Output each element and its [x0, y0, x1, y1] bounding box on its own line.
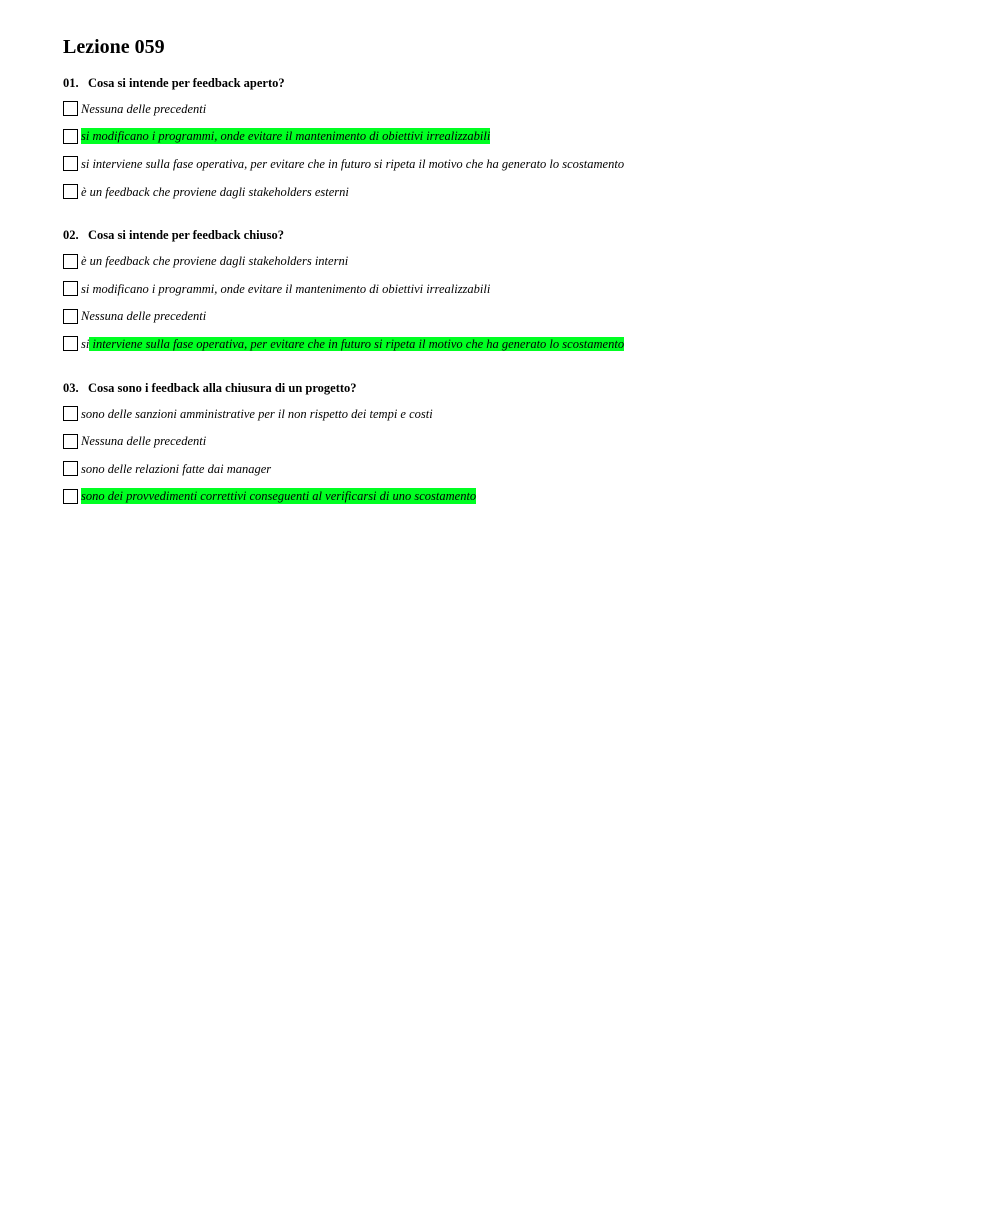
question-label: Cosa si intende per feedback aperto?	[88, 76, 285, 90]
answer-option	[63, 178, 963, 206]
checkbox[interactable]	[63, 309, 78, 324]
answer-text: si interviene sulla fase operativa, per evitare che in futuro si ripeta il motivo che ha generato lo scostamento	[81, 156, 625, 171]
answer-text-highlighted: si modificano i programmi, onde evitare il mantenimento di obiettivi irrealizzabili	[81, 129, 491, 144]
answer-option	[63, 427, 963, 455]
question-number: 02.	[63, 228, 79, 243]
answer-text: è un feedback che proviene dagli stakeholders esterni	[81, 184, 349, 199]
answer-text-highlighted: sono dei provvedimenti correttivi conseguenti al verificarsi di uno scostamento	[81, 489, 477, 504]
checkbox[interactable]	[63, 156, 78, 171]
checkbox[interactable]	[63, 129, 78, 144]
answer-option-correct	[63, 123, 963, 151]
checkbox[interactable]	[63, 406, 78, 421]
answer-text: sono delle relazioni fatte dai manager	[81, 461, 272, 476]
answer-text-highlighted: interviene sulla fase operativa, per evitare che in futuro si ripeta il motivo che ha generato lo scostamento	[89, 336, 625, 351]
answer-text: sono delle sanzioni amministrative per il non rispetto dei tempi e costi	[81, 406, 433, 421]
question-01	[63, 74, 963, 205]
answer-option	[63, 275, 963, 303]
question-number: 03.	[63, 380, 79, 395]
answer-text	[81, 336, 624, 352]
checkbox[interactable]	[63, 101, 78, 116]
answer-option	[63, 150, 963, 178]
answer-text: Nessuna delle precedenti	[81, 101, 207, 116]
answer-text: Nessuna delle precedenti	[81, 309, 207, 324]
answer-option-correct	[63, 483, 963, 511]
checkbox[interactable]	[63, 184, 78, 199]
question-label: Cosa si intende per feedback chiuso?	[88, 228, 284, 243]
question-text	[63, 226, 963, 244]
answer-option	[63, 400, 963, 428]
question-03	[63, 379, 963, 510]
checkbox[interactable]	[63, 254, 78, 269]
checkbox[interactable]	[63, 489, 78, 504]
answer-text: si modificano i programmi, onde evitare il mantenimento di obiettivi irrealizzabili	[81, 281, 491, 296]
answer-option	[63, 247, 963, 275]
answer-option	[63, 303, 963, 331]
checkbox[interactable]	[63, 336, 78, 351]
answer-text: Nessuna delle precedenti	[81, 434, 207, 449]
checkbox[interactable]	[63, 434, 78, 449]
answer-option	[63, 455, 963, 483]
answer-option	[63, 95, 963, 123]
answer-option-correct	[63, 330, 963, 358]
answer-text-prefix: si	[81, 336, 90, 351]
question-text	[63, 74, 963, 92]
answer-text: è un feedback che proviene dagli stakeholders interni	[81, 254, 349, 269]
question-text	[63, 379, 963, 397]
checkbox[interactable]	[63, 281, 78, 296]
question-number: 01.	[63, 76, 79, 90]
page-title: Lezione 059	[63, 36, 165, 58]
question-label: Cosa sono i feedback alla chiusura di un progetto?	[88, 380, 357, 395]
document-page	[63, 34, 963, 510]
question-02	[63, 226, 963, 357]
checkbox[interactable]	[63, 461, 78, 476]
